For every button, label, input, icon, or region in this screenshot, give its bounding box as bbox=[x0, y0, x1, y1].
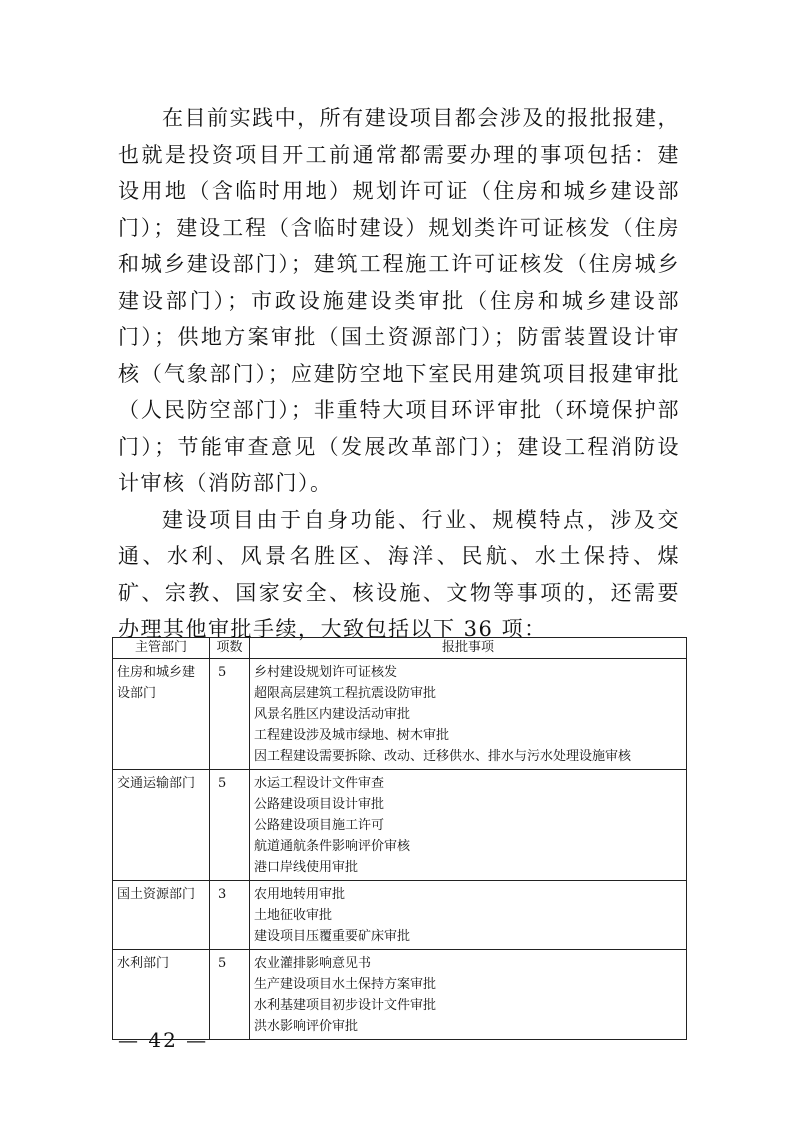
department-cell: 住房和城乡建设部门 bbox=[113, 659, 210, 770]
count-cell: 5 bbox=[210, 770, 250, 881]
table-header-row bbox=[113, 638, 687, 659]
approval-item: 生产建设项目水土保持方案审批 bbox=[254, 977, 437, 992]
page-number: — 42 — bbox=[118, 1028, 209, 1052]
approval-item: 农业灌排影响意见书 bbox=[254, 956, 372, 971]
approval-item: 因工程建设需要拆除、改动、迁移供水、排水与污水处理设施审核 bbox=[254, 749, 632, 764]
approval-item: 港口岸线使用审批 bbox=[254, 860, 359, 875]
header-department: 主管部门 bbox=[113, 638, 210, 659]
department-cell: 水利部门 bbox=[113, 950, 210, 1040]
count-cell: 5 bbox=[210, 950, 250, 1040]
body-text bbox=[118, 100, 680, 648]
table-row bbox=[113, 659, 687, 770]
table-row bbox=[113, 950, 687, 1040]
approval-item: 工程建设涉及城市绿地、树木审批 bbox=[254, 728, 450, 743]
table-row bbox=[113, 881, 687, 950]
header-count: 项数 bbox=[210, 638, 250, 659]
approval-item: 风景名胜区内建设活动审批 bbox=[254, 707, 411, 722]
approval-item: 水利基建项目初步设计文件审批 bbox=[254, 998, 437, 1013]
approval-item: 建设项目压覆重要矿床审批 bbox=[254, 929, 411, 944]
approval-item: 公路建设项目施工许可 bbox=[254, 818, 385, 833]
approval-item: 公路建设项目设计审批 bbox=[254, 797, 385, 812]
approval-item: 超限高层建筑工程抗震设防审批 bbox=[254, 686, 437, 701]
approval-item: 农用地转用审批 bbox=[254, 887, 346, 902]
paragraph-other-approvals: 建设项目由于自身功能、行业、规模特点，涉及交通、水利、风景名胜区、海洋、民航、水土保持、煤矿、宗教、国家安全、核设施、文物等事项的，还需要办理其他审批手续，大致包括以下 36 项： bbox=[118, 507, 680, 641]
approval-item: 土地征收审批 bbox=[254, 908, 333, 923]
department-cell: 交通运输部门 bbox=[113, 770, 210, 881]
items-cell bbox=[250, 659, 687, 770]
items-cell bbox=[250, 881, 687, 950]
table-row bbox=[113, 770, 687, 881]
approval-item: 洪水影响评价审批 bbox=[254, 1019, 359, 1034]
count-cell: 3 bbox=[210, 881, 250, 950]
count-cell: 5 bbox=[210, 659, 250, 770]
header-items: 报批事项 bbox=[250, 638, 687, 659]
approval-item: 乡村建设规划许可证核发 bbox=[254, 665, 398, 680]
items-cell bbox=[250, 950, 687, 1040]
paragraph-approval-items: 在目前实践中，所有建设项目都会涉及的报批报建，也就是投资项目开工前通常都需要办理的事项包括：建设用地（含临时用地）规划许可证（住房和城乡建设部门）；建设工程（含临时建设）规划类许可证核发（住房和城乡建设部门）；建筑工程施工许可证核发（住房城乡建设部门）；市政设施建设类审批（住房和城乡建设部门）；供地方案审批（国土资源部门）；防雷装置设计审核（气象部门）；应建防空地下室民用建筑项目报建审批（人民防空部门）；非重特大项目环评审批（环境保护部门）；节能审查意见（发展改革部门）；建设工程消防设计审核（消防部门）。 bbox=[118, 106, 680, 495]
approval-item: 航道通航条件影响评价审核 bbox=[254, 839, 411, 854]
department-cell: 国土资源部门 bbox=[113, 881, 210, 950]
items-cell bbox=[250, 770, 687, 881]
approval-item: 水运工程设计文件审查 bbox=[254, 776, 385, 791]
approval-table bbox=[112, 637, 687, 1040]
